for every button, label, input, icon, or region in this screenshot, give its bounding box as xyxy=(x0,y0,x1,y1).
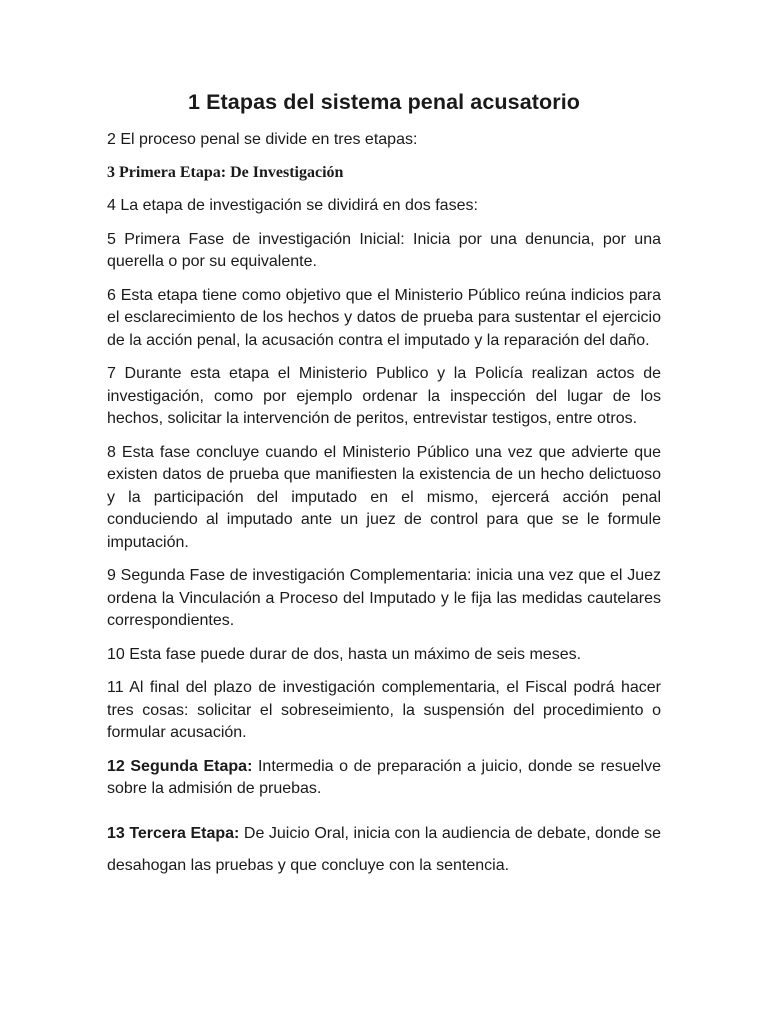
paragraph-5: 5 Primera Fase de investigación Inicial: Inicia por una denuncia, por una querella o por su equivalente. xyxy=(107,230,661,271)
document-page xyxy=(107,90,661,893)
paragraph-9: 9 Segunda Fase de investigación Complementaria: inicia una vez que el Juez ordena la Vinculación a Proceso del Imputado y le fija las medidas cautelares correspondientes. xyxy=(107,567,661,630)
paragraph-6: 6 Esta etapa tiene como objetivo que el Ministerio Público reúna indicios para el esclarecimiento de los hechos y datos de prueba para sustentar el ejercicio de la acción penal, la acusación contra el imputado y la reparación del daño. xyxy=(107,286,661,349)
paragraph-11: 11 Al final del plazo de investigación complementaria, el Fiscal podrá hacer tres cosas: solicitar el sobreseimiento, la suspensión del procedimiento o formular acusación. xyxy=(107,679,661,742)
tercera-etapa-text: De Juicio Oral, inicia con la audiencia de debate, donde se desahogan las pruebas y que concluye con la sentencia. xyxy=(107,824,662,874)
paragraph-10: 10 Esta fase puede durar de dos, hasta un máximo de seis meses. xyxy=(107,645,582,663)
heading-primera-etapa: 3 Primera Etapa: De Investigación xyxy=(107,164,344,182)
paragraph-8: 8 Esta fase concluye cuando el Ministerio Público una vez que advierte que existen datos de prueba que manifiesten la existencia de un hecho delictuoso y la participación del imputado en el mismo, ejercerá acción penal conduciendo al imputado ante un juez de control para que se le formule imputación. xyxy=(107,443,661,551)
tercera-etapa-label: 13 Tercera Etapa: xyxy=(107,824,240,842)
paragraph-4: 4 La etapa de investigación se dividirá en dos fases: xyxy=(107,197,478,215)
paragraph-2: 2 El proceso penal se divide en tres etapas: xyxy=(107,130,418,148)
segunda-etapa-text: Intermedia o de preparación a juicio, donde se resuelve sobre la admisión de pruebas. xyxy=(107,757,661,798)
paragraph-7: 7 Durante esta etapa el Ministerio Publico y la Policía realizan actos de investigación, como por ejemplo ordenar la inspección del lugar de los hechos, solicitar la intervención de peritos, entrevistar testigos, entre otros. xyxy=(107,365,661,428)
paragraph-13 xyxy=(107,818,661,882)
document-title: 1 Etapas del sistema penal acusatorio xyxy=(187,90,581,114)
paragraph-12 xyxy=(107,756,661,801)
segunda-etapa-label: 12 Segunda Etapa: xyxy=(107,757,253,775)
